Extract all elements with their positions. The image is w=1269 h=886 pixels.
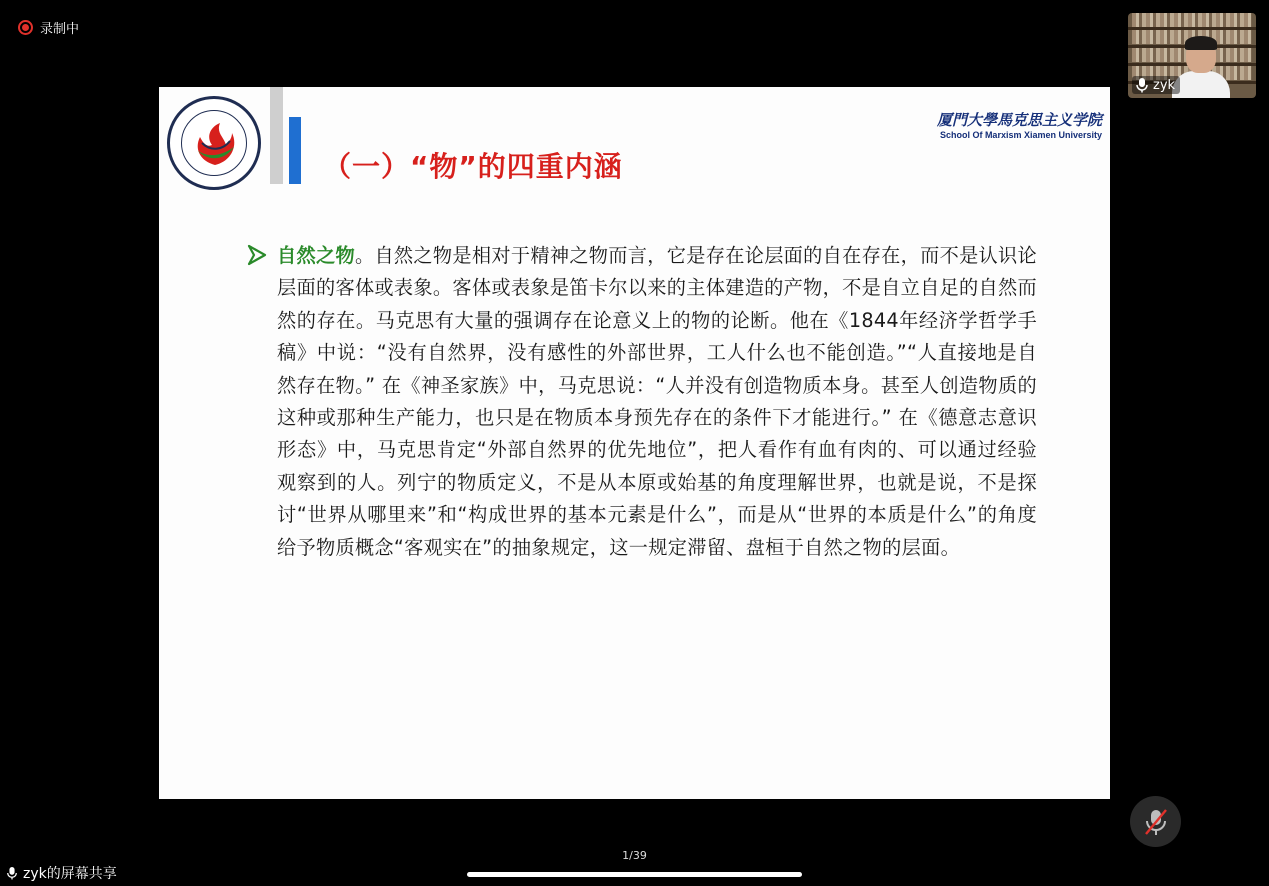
body-paragraph bbox=[277, 240, 1037, 564]
body-text: 。自然之物是相对于精神之物而言，它是存在论层面的自在存在，而不是认识论层面的客体或表象。客体或表象是笛卡尔以来的主体建造的产物，不是自立自足的自然而然的存在。马克思有大量的强调存在论意义上的物的论断。他在《1844年经济学哲学手稿》中说：“没有自然界，没有感性的外部世界，工人什么也不能创造。”“人直接地是自然存在物。” 在《神圣家族》中，马克思说：“人并没有创造物质本身。甚至人创造物质的这种或那种生产能力，也只是在物质本身预先存在的条件下才能进行。” 在《德意志意识形态》中，马克思肯定“外部自然界的优先地位”，把人看作有血有肉的、可以通过经验观察到的人。列宁的物质定义，不是从本原或始基的角度理解世界，也就是说，不是探讨“世界从哪里来”和“构成世界的基本元素是什么”，而是从“世界的本质是什么”的角度给予物质概念“客观实在”的抽象规定，这一规定滞留、盘桓于自然之物的层面。 bbox=[277, 244, 1038, 559]
shared-slide bbox=[159, 87, 1110, 799]
participant-name-tag bbox=[1132, 76, 1180, 94]
title-divider-grey bbox=[270, 87, 283, 184]
arrow-bullet-icon bbox=[247, 244, 267, 266]
participant-name: zyk bbox=[1153, 77, 1176, 93]
page-indicator: 1/39 bbox=[622, 849, 647, 862]
university-seal-logo bbox=[167, 96, 261, 190]
brand-english: School Of Marxism Xiamen University bbox=[939, 130, 1102, 140]
torch-flame-icon bbox=[190, 121, 240, 167]
microphone-muted-icon bbox=[1143, 807, 1169, 837]
books-row bbox=[1132, 13, 1252, 27]
slide-body bbox=[277, 240, 1037, 564]
microphone-icon bbox=[6, 865, 18, 881]
microphone-icon bbox=[1135, 77, 1149, 93]
person-body bbox=[1172, 71, 1230, 98]
horizontal-scrollbar[interactable] bbox=[467, 872, 802, 877]
brand-chinese: 厦門大學馬克思主义学院 bbox=[936, 111, 1102, 129]
screen-share-text: zyk的屏幕共享 bbox=[23, 866, 117, 882]
screen-share-label bbox=[6, 863, 117, 883]
recording-label: 录制中 bbox=[40, 22, 80, 37]
slide-title: （一）“物”的四重内涵 bbox=[323, 150, 623, 183]
mute-toggle-button[interactable] bbox=[1130, 796, 1181, 847]
title-divider-blue bbox=[289, 117, 301, 184]
recording-indicator[interactable] bbox=[18, 18, 79, 37]
keyword: 自然之物 bbox=[277, 244, 355, 267]
participant-video-thumbnail[interactable] bbox=[1128, 13, 1256, 98]
school-brand bbox=[937, 109, 1102, 140]
record-icon bbox=[18, 20, 33, 35]
person-hair bbox=[1185, 36, 1217, 50]
